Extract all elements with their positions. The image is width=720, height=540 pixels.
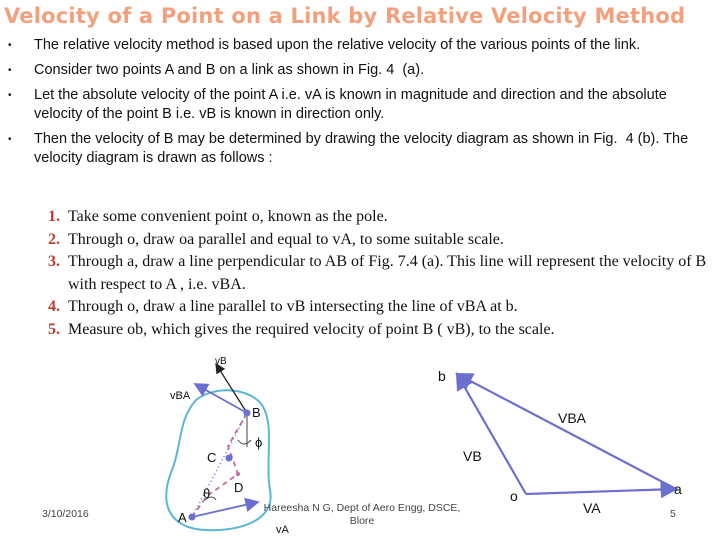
step-number: 5. xyxy=(48,320,60,338)
footer-author: Hareesha N G, Dept of Aero Engg, DSCE, Blore xyxy=(263,502,461,527)
step-text: Through a, draw a line perpendicular to AB of Fig. 7.4 (a). This line will represent the velocity of B with respect to A , i.e. vBA. xyxy=(68,253,707,293)
oa-vector xyxy=(526,489,676,494)
theta-label: θ xyxy=(203,486,211,501)
vba-arrow xyxy=(195,384,247,413)
point-c xyxy=(226,455,233,462)
b-point-label: B xyxy=(252,405,261,420)
link-line-ab xyxy=(192,413,247,517)
bullet-dot: • xyxy=(8,90,12,101)
b-vertex-label: b xyxy=(438,368,446,384)
d-point-label: D xyxy=(234,480,244,495)
va-arrow xyxy=(192,502,258,517)
bullet-dot: • xyxy=(8,134,12,145)
bullet-text: Consider two points A and B on a link as shown in Fig. 4 (a). xyxy=(34,62,425,78)
page-number: 5 xyxy=(670,508,676,520)
step-text: Take some convenient point o, known as the pole. xyxy=(68,208,388,225)
step-number: 4. xyxy=(48,298,60,315)
a-vertex-label: a xyxy=(674,481,682,497)
va-diagram-label: VA xyxy=(583,500,601,516)
bullet-text: Then the velocity of B may be determined by drawing the velocity diagram as shown in Fig. 4 (b). The velocity diagram is drawn as follows : xyxy=(34,131,693,166)
phi-label: ϕ xyxy=(255,435,263,450)
step-number: 1. xyxy=(48,208,60,225)
bullet-text: Let the absolute velocity of the point A i.e. vA is known in magnitude and direction and the absolute velocity of the point B i.e. vB is known in direction only. xyxy=(34,87,671,122)
va-label: vA xyxy=(276,524,289,536)
step-text: Through o, draw a line parallel to vB intersecting the line of vBA at b. xyxy=(68,298,518,315)
vba-label: vBA xyxy=(170,390,191,402)
vb-diagram-label: VB xyxy=(463,448,482,464)
point-a xyxy=(189,514,196,521)
bullet-dot: • xyxy=(8,65,12,76)
slide-title: Velocity of a Point on a Link by Relative Velocity Method xyxy=(4,4,686,28)
step-text: Through o, draw oa parallel and equal to vA, to some suitable scale. xyxy=(68,230,504,248)
point-b xyxy=(244,410,251,417)
c-point-label: C xyxy=(207,450,217,465)
vb-arrow xyxy=(216,364,247,413)
vba-diagram-label: VBA xyxy=(558,410,587,426)
step-text: Measure ob, which gives the required velocity of point B ( vB), to the scale. xyxy=(68,320,555,338)
vb-label: vB xyxy=(215,356,227,367)
step-number: 3. xyxy=(48,253,60,270)
bullet-text: The relative velocity method is based upon the relative velocity of the various points of the link. xyxy=(34,37,641,53)
bullet-dot: • xyxy=(8,40,12,51)
step-number: 2. xyxy=(48,230,60,248)
footer-date: 3/10/2016 xyxy=(42,508,89,520)
o-vertex-label: o xyxy=(510,488,518,504)
a-point-label: A xyxy=(178,510,187,525)
phi-arc xyxy=(238,440,251,444)
point-d xyxy=(236,472,240,476)
